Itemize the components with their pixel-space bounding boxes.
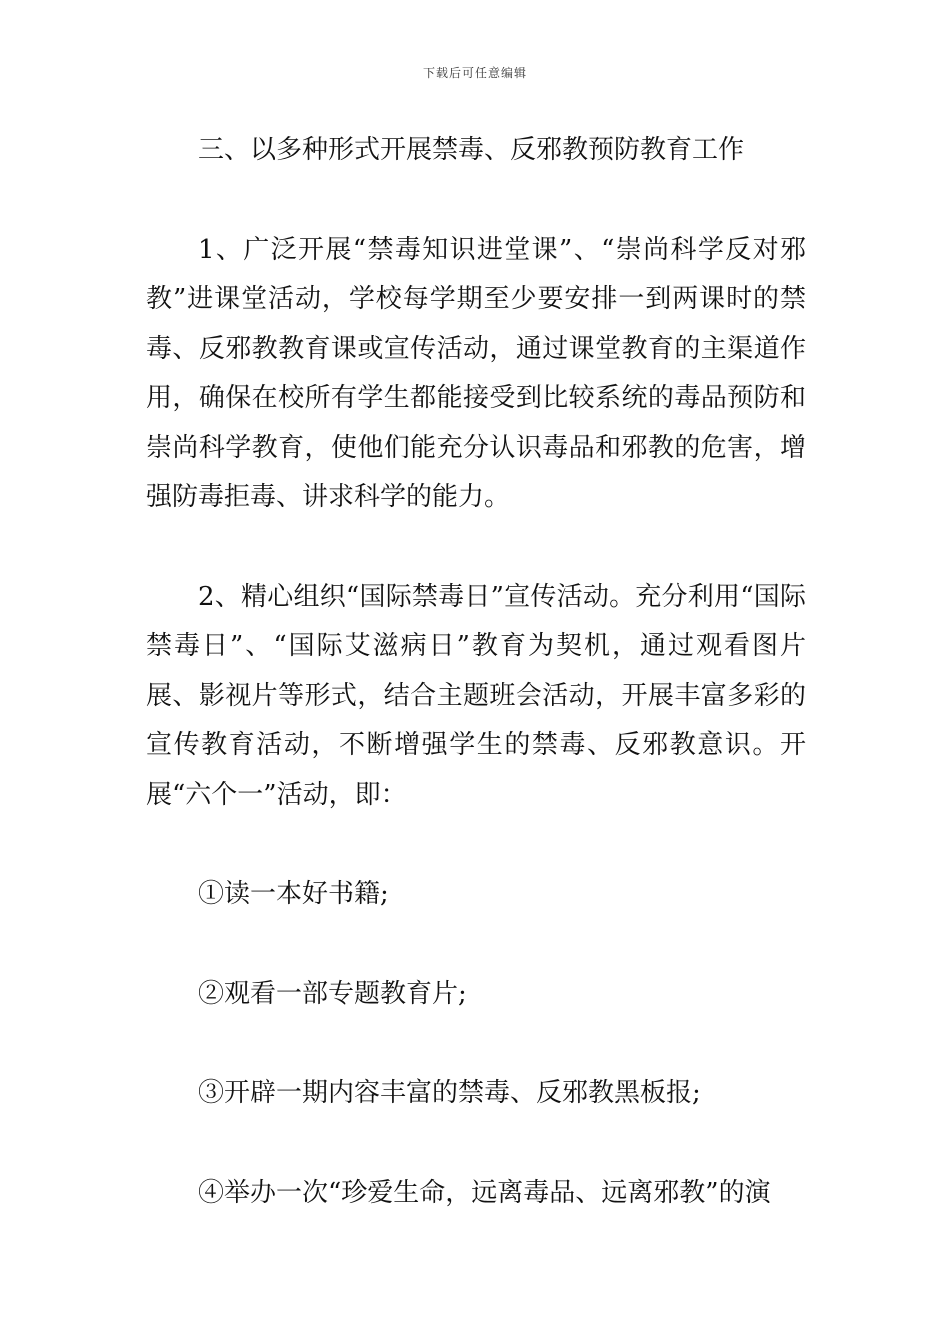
- document-body: [146, 126, 806, 1268]
- list-item-3: ③开辟一期内容丰富的禁毒、反邪教黑板报;: [198, 1078, 701, 1108]
- page-header: 下载后可任意编辑: [422, 66, 527, 80]
- list-item-2: ②观看一部专题教育片;: [198, 978, 467, 1009]
- paragraph-1: 1、广泛开展“禁毒知识进堂课”、“崇尚科学反对邪教”进课堂活动，学校每学期至少要安排一到两课时的禁毒、反邪教教育课或宣传活动，通过课堂教育的主渠道作用，确保在校所有学生都能接受到比较系统的毒品预防和崇尚科学教育，使他们能充分认识毒品和邪教的危害，增强防毒拒毒、讲求科学的能力。: [146, 234, 806, 512]
- list-item-4: ④举办一次“珍爱生命，远离毒品、远离邪教”的演: [198, 1177, 771, 1208]
- list-item-1: ①读一本好书籍;: [198, 879, 389, 909]
- section-heading: 三、以多种形式开展禁毒、反邪教预防教育工作: [198, 135, 745, 165]
- paragraph-2: 2、精心组织“国际禁毒日”宣传活动。充分利用“国际禁毒日”、“国际艾滋病日”教育为契机，通过观看图片展、影视片等形式，结合主题班会活动，开展丰富多彩的宣传教育活动，不断增强学生的禁毒、反邪教意识。开展“六个一”活动，即：: [146, 581, 806, 810]
